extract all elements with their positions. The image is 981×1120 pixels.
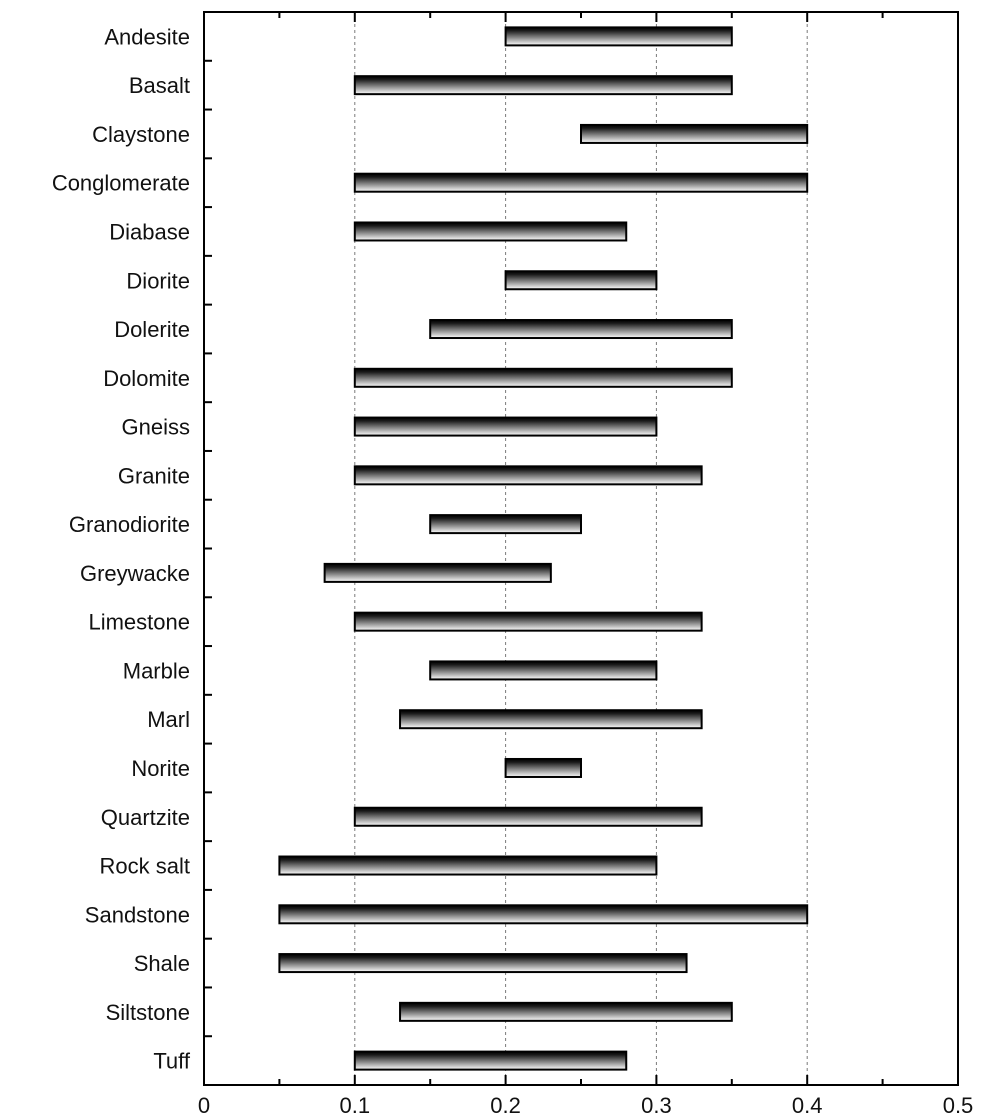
x-tick-label-0: 0	[197, 1093, 211, 1118]
bars	[279, 27, 807, 1069]
category-label-tuff: Tuff	[153, 1048, 190, 1074]
bar-tuff	[355, 1052, 626, 1070]
bar-conglomerate	[355, 174, 807, 192]
x-tick-label-3: 0.3	[641, 1093, 672, 1118]
category-label-granite: Granite	[117, 463, 190, 489]
category-label-dolerite: Dolerite	[114, 317, 190, 343]
category-label-diorite: Diorite	[126, 268, 190, 294]
category-label-granodiorite: Granodiorite	[68, 512, 190, 538]
category-label-claystone: Claystone	[92, 121, 190, 147]
x-tick-label-1: 0.1	[339, 1093, 371, 1118]
bar-gneiss	[355, 418, 657, 436]
bar-limestone	[355, 613, 702, 631]
bar-granite	[355, 466, 702, 484]
bar-sandstone	[279, 905, 807, 923]
bar-quartzite	[355, 808, 702, 826]
bar-dolerite	[430, 320, 732, 338]
bar-andesite	[506, 27, 732, 45]
bar-basalt	[355, 76, 732, 94]
bar-greywacke	[325, 564, 551, 582]
category-label-limestone: Limestone	[88, 609, 190, 635]
bar-siltstone	[400, 1003, 732, 1021]
category-label-conglomerate: Conglomerate	[51, 170, 190, 196]
category-label-marble: Marble	[122, 658, 190, 684]
bar-rock-salt	[279, 857, 656, 875]
bar-diorite	[506, 271, 657, 289]
category-label-siltstone: Siltstone	[105, 999, 190, 1025]
category-label-greywacke: Greywacke	[79, 560, 190, 586]
category-label-basalt: Basalt	[128, 73, 190, 99]
bar-norite	[506, 759, 581, 777]
bar-granodiorite	[430, 515, 581, 533]
category-label-norite: Norite	[131, 755, 190, 781]
bar-marl	[400, 710, 702, 728]
category-label-quartzite: Quartzite	[100, 804, 190, 830]
bar-dolomite	[355, 369, 732, 387]
category-label-dolomite: Dolomite	[103, 365, 190, 391]
category-label-andesite: Andesite	[104, 24, 190, 50]
bar-marble	[430, 661, 656, 679]
bar-diabase	[355, 222, 626, 240]
category-label-rock-salt: Rock salt	[99, 853, 190, 879]
category-label-shale: Shale	[133, 951, 190, 977]
category-label-sandstone: Sandstone	[84, 902, 190, 928]
bar-shale	[279, 954, 686, 972]
x-tick-label-2: 0.2	[490, 1093, 521, 1118]
x-tick-label-4: 0.4	[791, 1093, 823, 1118]
category-label-marl: Marl	[147, 707, 190, 733]
bar-claystone	[581, 125, 807, 143]
x-tick-label-5: 0.5	[942, 1093, 974, 1118]
category-label-diabase: Diabase	[109, 219, 190, 245]
category-label-gneiss: Gneiss	[121, 414, 190, 440]
